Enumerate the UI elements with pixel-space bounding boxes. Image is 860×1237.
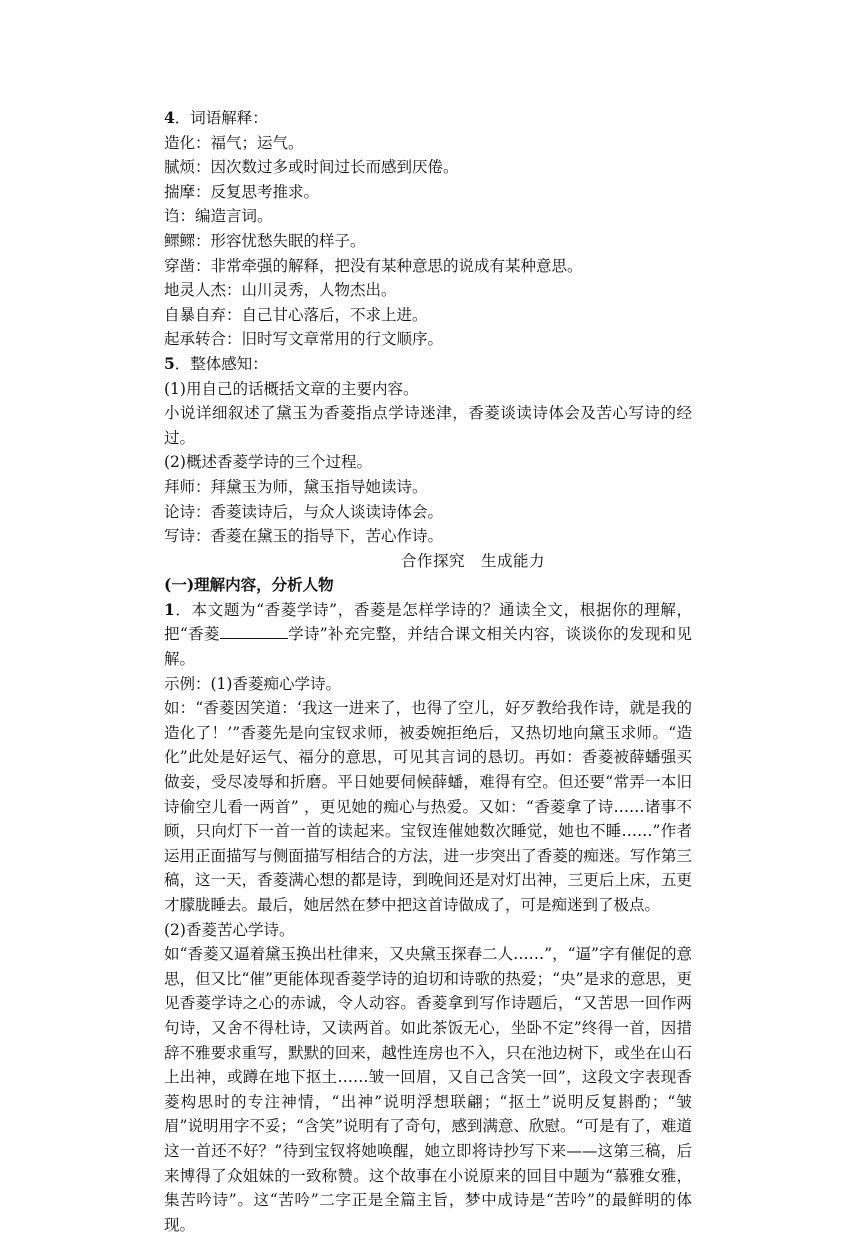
question-1-number: 1 — [164, 599, 175, 619]
process-step: 写诗：香菱在黛玉的指导下，苦心作诗。 — [164, 527, 444, 546]
question-5-1: (1)用自己的话概括文章的主要内容。 — [164, 379, 419, 398]
section-4-number: 4 — [164, 108, 175, 127]
question-1-text-pre: ．本文题为“香菱学诗”，香菱是怎样学诗的？通读全文，根据你的理解，把“香菱 — [164, 600, 692, 644]
glossary-entry: 揣摩：反复思考推求。 — [164, 182, 320, 201]
example-label: 示例：(1)香菱痴心学诗。 — [164, 674, 341, 693]
section-heading: 合作探究 生成能力 — [400, 551, 545, 570]
section-5-heading — [164, 352, 692, 377]
glossary-entry: 穿凿：非常牵强的解释，把没有某种意思的说成有某种意思。 — [164, 256, 583, 275]
glossary-entry: 起承转合：旧时写文章常用的行文顺序。 — [164, 330, 444, 349]
glossary-entry: 鳏鳏：形容忧愁失眠的样子。 — [164, 231, 366, 250]
glossary-entry: 诌：编造言词。 — [164, 207, 273, 226]
section-5-title: ．整体感知： — [174, 354, 268, 373]
subheading-2: (2)香菱苦心学诗。 — [164, 920, 295, 939]
question-5-2: (2)概述香菱学诗的三个过程。 — [164, 453, 372, 472]
glossary-entry: 自暴自弃：自己甘心落后，不求上进。 — [164, 305, 428, 324]
document-page — [164, 106, 692, 1237]
process-step: 论诗：香菱读诗后，与众人谈读诗体会。 — [164, 502, 444, 521]
question-1-text-post: 学诗”补充完整，并结合课文相关内容，谈谈你的发现和见解。 — [164, 625, 692, 669]
process-step: 拜师：拜黛玉为师，黛玉指导她读诗。 — [164, 477, 428, 496]
answer-5-1: 小说详细叙述了黛玉为香菱指点学诗迷津，香菱谈读诗体会及苦心写诗的经过。 — [164, 404, 692, 447]
section-4-title: ．词语解释： — [174, 109, 268, 127]
analysis-paragraph-1: 如：“香菱因笑道：‘我这一进来了，也得了空儿，好歹教给我作诗，就是我的造化了！’”香菱先是向宝钗求师，被委婉拒绝后，又热切地向黛玉求师。“造化”此处是好运气、福分的意思，可见其言词的恳切。再如：香菱被薛蟠强买做妾，受尽凌辱和折磨。平日她要伺候薛蟠，难得有空。但还要“常弄一本旧诗偷空儿看一两首” ，更见她的痴心与热爱。又如：“香菱拿了诗……诸事不顾，只向灯下一首一首的读起来。宝钗连催她数次睡觉，她也不睡……”作者运用正面描写与侧面描写相结合的方法，进一步突出了香菱的痴迷。写作第三稿，这一天，香菱满心想的都是诗，到晚间还是对灯出神，三更后上床，五更才朦胧睡去。最后，她居然在梦中把这首诗做成了，可是痴迷到了极点。 — [164, 699, 692, 914]
fill-in-blank — [220, 622, 288, 639]
section-5-number: 5 — [164, 353, 175, 373]
glossary-entry: 地灵人杰：山川灵秀，人物杰出。 — [164, 281, 397, 300]
glossary-entry: 腻烦：因次数过多或时间过长而感到厌倦。 — [164, 158, 459, 177]
question-1 — [164, 598, 692, 672]
section-4-heading — [164, 106, 692, 131]
glossary-entry: 造化：福气；运气。 — [164, 133, 304, 152]
analysis-paragraph-2: 如“香菱又逼着黛玉换出杜律来，又央黛玉探春二人……”，“逼”字有催促的意思，但又比“催”更能体现香菱学诗的迫切和诗歌的热爱；“央”是求的意思，更见香菱学诗之心的赤诚，令人动容。香菱拿到写作诗题后，“又苦思一回作两句诗，又舍不得杜诗，又读两首。如此茶饭无心，坐卧不定”终得一首，因措辞不雅要求重写，默默的回来，越性连房也不入，只在池边树下，或坐在山石上出神，或蹲在地下抠土……皱一回眉，又自己含笑一回”，这段文字表现香菱构思时的专注神情，“出神”说明浮想联翩；“抠土”说明反复斟酌；“皱眉”说明用字不妥；“含笑”说明有了奇句，感到满意、欣慰。“可是有了，难道这一首还不好？”待到宝钗将她唤醒，她立即将诗抄写下来——这第三稿，后来博得了众姐妹的一致称赞。这个故事在小说原来的回目中题为“慕雅女雅，集苦吟诗”。这“苦吟”二字正是全篇主旨，梦中成诗是“苦吟”的最鲜明的体现。 — [164, 945, 692, 1234]
part-1-title: (一)理解内容，分析人物 — [164, 575, 334, 595]
